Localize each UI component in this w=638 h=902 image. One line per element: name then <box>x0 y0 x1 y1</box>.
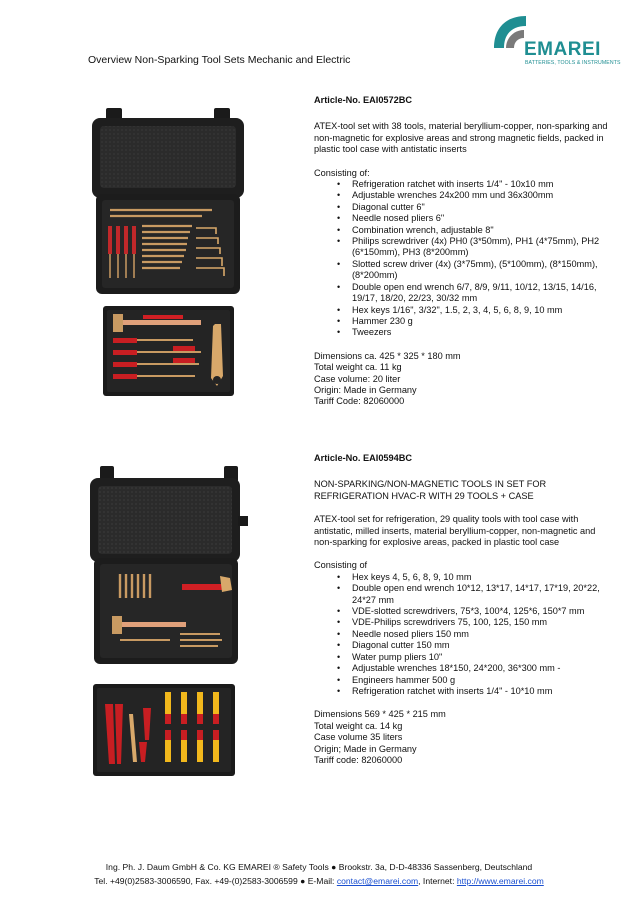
list-item: • VDE-slotted screwdrivers, 75*3, 100*4, 125*6, 150*7 mm <box>314 606 614 617</box>
list-item: • Combination wrench, adjustable 8" <box>314 225 614 236</box>
list-item: • Tweezers <box>314 327 614 338</box>
logo-tagline: BATTERIES, TOOLS & INSTRUMENTS <box>525 60 621 66</box>
list-item: • Engineers hammer 500 g <box>314 675 614 686</box>
website-link[interactable]: http://www.emarei.com <box>456 876 544 886</box>
list-item: • Double open end wrench 6/7, 8/9, 9/11, 10/12, 13/15, 14/16, 19/17, 18/20, 22/23, 30/32 mm <box>314 282 614 305</box>
product-2-volume: Case volume 35 liters <box>314 732 403 743</box>
company-logo <box>492 14 621 74</box>
list-item: • Adjustable wrenches 24x200 mm und 36x300mm <box>314 190 614 201</box>
product-1-article-no: Article-No. EAI0572BC <box>314 95 413 105</box>
list-item: • Refrigeration ratchet with inserts 1/4" - 10*10 mm <box>314 686 614 697</box>
product-2-headline: NON-SPARKING/NON-MAGNETIC TOOLS IN SET FOR REFRIGERATION HVAC-R WITH 29 TOOLS + CASE <box>314 479 547 501</box>
product-2-section <box>314 453 614 766</box>
list-item: • Double open end wrench 10*12, 13*17, 14*17, 17*19, 20*22, 24*27 mm <box>314 583 614 606</box>
list-item: • Water pump pliers 10" <box>314 652 614 663</box>
list-item: • Hex keys 1/16", 3/32", 1.5, 2, 3, 4, 5, 6, 8, 9, 10 mm <box>314 305 614 316</box>
list-item: • Slotted screw driver (4x) (3*75mm), (5*100mm), (8*150mm), (8*200mm) <box>314 259 614 282</box>
product-2-article-no: Article-No. EAI0594BC <box>314 453 413 463</box>
list-item: • Refrigeration ratchet with inserts 1/4" - 10x10 mm <box>314 179 614 190</box>
product-1-description: ATEX-tool set with 38 tools, material beryllium-copper, non-sparking and non-magnetic for explosive areas and strong magnetic fields, packed in plastic tool case with antistatic inserts <box>314 121 608 155</box>
list-item: • Needle nosed pliers 6" <box>314 213 614 224</box>
footer-phone-fax: Tel. +49(0)2583-3006590, Fax. +49-(0)2583-3006599 ● E-Mail: <box>94 876 337 886</box>
product-1-origin: Origin: Made in Germany <box>314 384 417 395</box>
product-2-origin: Origin; Made in Germany <box>314 743 417 754</box>
page-title: Overview Non-Sparking Tool Sets Mechanic and Electric <box>88 54 351 66</box>
list-item: • Diagonal cutter 150 mm <box>314 640 614 651</box>
list-item: • Needle nosed pliers 150 mm <box>314 629 614 640</box>
product-2-case-photo <box>90 466 248 666</box>
product-1-item-list <box>314 179 614 339</box>
product-2-tariff: Tariff code: 82060000 <box>314 754 403 765</box>
email-link[interactable]: contact@emarei.com <box>336 876 419 886</box>
list-item: • Diagonal cutter 6" <box>314 202 614 213</box>
logo-wordmark: EMAREI <box>524 39 601 60</box>
product-2-insert-photo <box>93 684 235 776</box>
footer-address: Ing. Ph. J. Daum GmbH & Co. KG EMAREI ® Safety Tools ● Brookstr. 3a, D-D-48336 Sassenberg, Deutschland <box>105 862 533 872</box>
footer-contact <box>0 876 638 886</box>
product-1-consisting-label: Consisting of: <box>314 167 370 178</box>
list-item: • Philips screwdriver (4x) PH0 (3*50mm), PH1 (4*75mm), PH2 (6*150mm), PH3 (8*200mm) <box>314 236 614 259</box>
product-1-volume: Case volume: 20 liter <box>314 373 401 384</box>
product-2-consisting-label: Consisting of <box>314 560 368 571</box>
product-2-weight: Total weight ca. 14 kg <box>314 720 403 731</box>
product-1-dimensions: Dimensions ca. 425 * 325 * 180 mm <box>314 350 461 361</box>
list-item: • Adjustable wrenches 18*150, 24*200, 36*300 mm - <box>314 663 614 674</box>
product-1-tariff: Tariff Code: 82060000 <box>314 396 405 407</box>
product-1-weight: Total weight ca. 11 kg <box>314 362 402 373</box>
product-1-insert-photo <box>103 306 234 396</box>
list-item: • Hex keys 4, 5, 6, 8, 9, 10 mm <box>314 572 614 583</box>
product-2-description: ATEX-tool set for refrigeration, 29 quality tools with tool case with antistatic, milled inserts, material beryllium-copper, non-magnetic and non-sparking for explosive areas, packed in plastic tool case <box>314 514 596 548</box>
product-1-case-photo <box>92 108 244 294</box>
product-2-item-list <box>314 572 614 697</box>
footer-internet-label: , Internet: <box>418 876 457 886</box>
list-item: • VDE-Philips screwdrivers 75, 100, 125, 150 mm <box>314 617 614 628</box>
product-2-dimensions: Dimensions 569 * 425 * 215 mm <box>314 709 446 720</box>
product-1-section <box>314 95 614 408</box>
list-item: • Hammer 230 g <box>314 316 614 327</box>
